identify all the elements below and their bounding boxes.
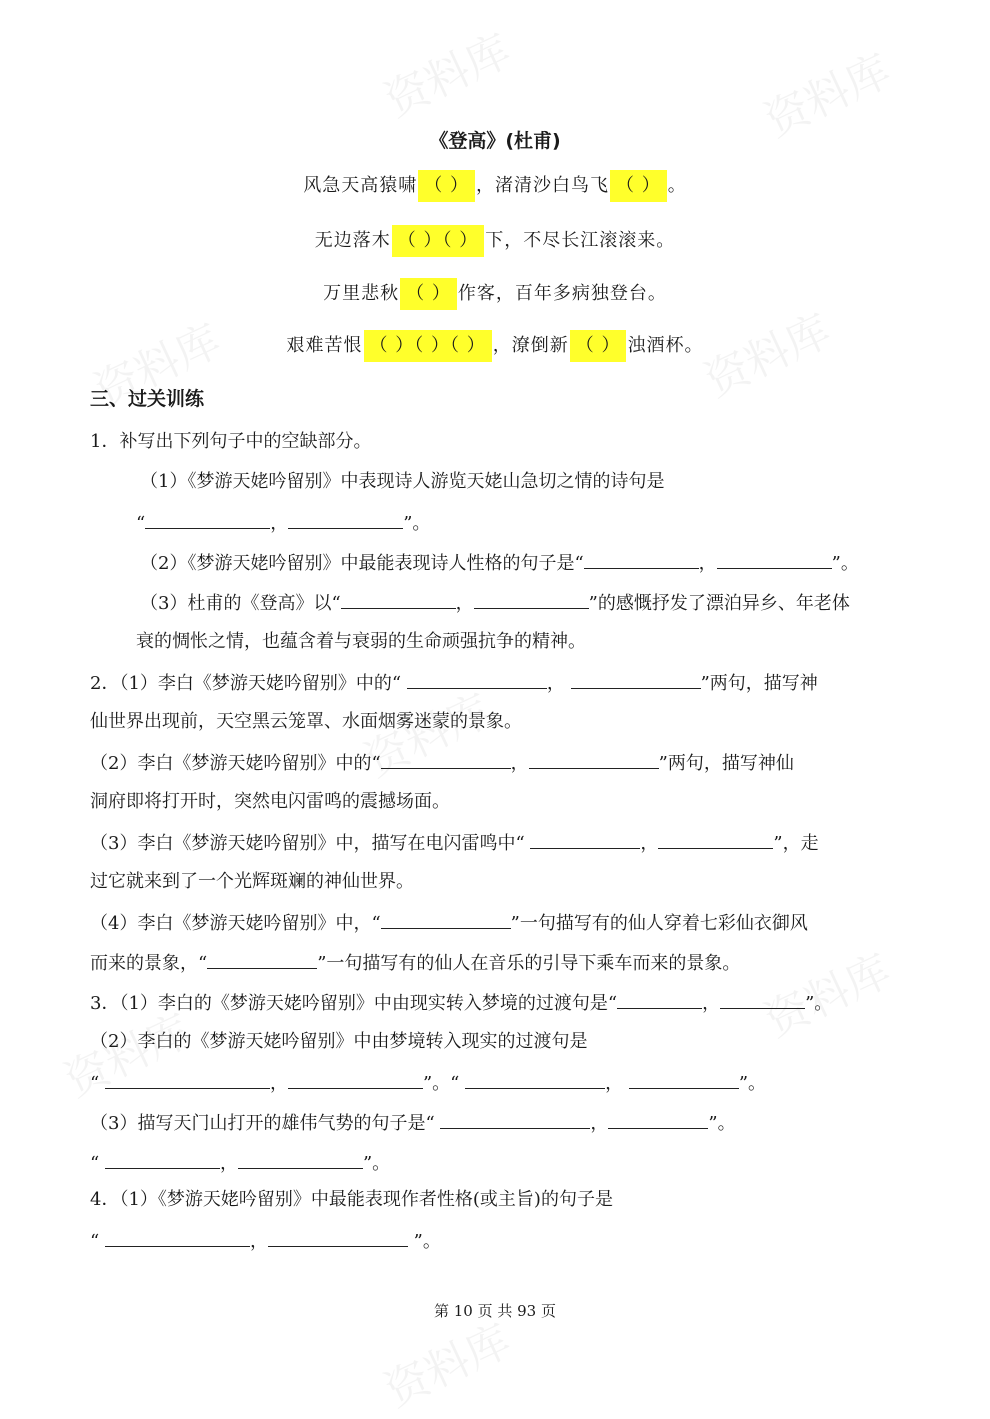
answer-blank[interactable]	[105, 1150, 220, 1169]
question-text: ”，走	[773, 833, 819, 854]
answer-blank[interactable]	[608, 1110, 708, 1129]
q2-part2-cont: 洞府即将打开时，突然电闪雷鸣的震撼场面。	[90, 791, 450, 812]
q3-part2: （2）李白的《梦游天姥吟留别》中由梦境转入现实的过渡句是	[90, 1031, 588, 1052]
question-text: （3）李白《梦游天姥吟留别》中，描写在电闪雷鸣中“	[90, 833, 525, 854]
question-text: （2）《梦游天姥吟留别》中最能表现诗人性格的句子是“	[140, 553, 584, 574]
question-text: ”两句，描写神仙	[658, 753, 794, 774]
answer-blank[interactable]	[617, 990, 702, 1009]
answer-blank[interactable]	[381, 750, 511, 769]
q2-part4-cont	[90, 950, 740, 976]
poem-text: 艰难苦恨	[286, 335, 363, 356]
poem-blank-highlight: （ ）	[400, 278, 457, 310]
comma: ，	[640, 833, 659, 854]
poem-line-4	[0, 330, 990, 362]
poem-text: 风急天高猿啸	[303, 175, 418, 196]
comma: ，	[510, 753, 529, 774]
poem-text: 万里悲秋	[323, 283, 400, 304]
answer-blank[interactable]	[465, 1070, 605, 1089]
poem-blank-highlight: （ ）（ ）（ ）	[364, 330, 492, 362]
q2-part4	[90, 910, 808, 936]
question-text: ”一句描写有的仙人在音乐的引导下乘车而来的景象。	[317, 953, 741, 974]
answer-blank[interactable]	[381, 910, 511, 929]
answer-blank[interactable]	[407, 670, 547, 689]
comma: ，	[249, 1231, 268, 1252]
poem-text: ，潦倒新	[492, 335, 569, 356]
poem-blank-highlight: （ ）	[570, 330, 627, 362]
q4-part1-answer	[90, 1228, 441, 1254]
answer-blank[interactable]	[288, 510, 403, 529]
poem-blank-highlight: （ ）	[418, 170, 475, 202]
quote-mark: ”。	[413, 1231, 441, 1252]
poem-blank-highlight: （ ）（ ）	[392, 225, 484, 257]
answer-blank[interactable]	[629, 1070, 739, 1089]
answer-blank[interactable]	[658, 830, 773, 849]
comma: ，	[455, 593, 474, 614]
question-text: （2）李白《梦游天姥吟留别》中的“	[90, 753, 381, 774]
answer-blank[interactable]	[720, 990, 805, 1009]
comma: ，	[590, 1113, 609, 1134]
quote-mark: ”。	[403, 513, 431, 534]
poem-line-2	[0, 225, 990, 257]
quote-mark: ”。“	[422, 1073, 460, 1094]
q3-part3-answer	[90, 1150, 390, 1176]
question-text: （4）李白《梦游天姥吟留别》中，“	[90, 913, 381, 934]
q2-part2	[90, 750, 794, 776]
answer-blank[interactable]	[717, 550, 832, 569]
question-text: 3．（1）李白的《梦游天姥吟留别》中由现实转入梦境的过渡句是“	[90, 993, 618, 1014]
poem-text: 下，不尽长江滚滚来。	[485, 230, 676, 251]
answer-blank[interactable]	[474, 590, 589, 609]
comma: ，	[702, 993, 721, 1014]
comma: ，	[270, 513, 289, 534]
answer-blank[interactable]	[268, 1228, 408, 1247]
question-text: ”一句描写有的仙人穿着七彩仙衣御风	[510, 913, 808, 934]
comma: ，	[269, 1073, 288, 1094]
comma: ，	[605, 1073, 624, 1094]
poem-text: 作客，百年多病独登台。	[457, 283, 667, 304]
question-text: （3）描写天门山打开的雄伟气势的句子是“	[90, 1113, 435, 1134]
q3-part1	[90, 990, 832, 1016]
q2-part1-cont: 仙世界出现前，天空黑云笼罩、水面烟雾迷蒙的景象。	[90, 711, 522, 732]
q2-part1	[90, 670, 818, 696]
quote-mark: “	[90, 1231, 100, 1252]
question-text: 而来的景象，“	[90, 953, 208, 974]
q2-part3-cont: 过它就来到了一个光辉斑斓的神仙世界。	[90, 871, 414, 892]
answer-blank[interactable]	[288, 1070, 423, 1089]
question-text: 2．（1）李白《梦游天姥吟留别》中的“	[90, 673, 402, 694]
poem-line-3	[0, 278, 990, 310]
quote-mark: “	[90, 1153, 100, 1174]
quote-mark: ”。	[738, 1073, 767, 1094]
answer-blank[interactable]	[105, 1070, 270, 1089]
q1-part2	[140, 550, 859, 576]
question-text: ”两句，描写神	[700, 673, 818, 694]
answer-blank[interactable]	[530, 830, 640, 849]
q1-stem: 1．补写出下列句子中的空缺部分。	[90, 431, 372, 452]
q3-part3	[90, 1110, 736, 1136]
answer-blank[interactable]	[584, 550, 699, 569]
answer-blank[interactable]	[207, 950, 317, 969]
quote-mark: “	[136, 513, 146, 534]
watermark	[373, 1305, 520, 1419]
poem-title: 《登高》(杜甫)	[429, 130, 561, 152]
poem-text: 。	[667, 175, 687, 196]
poem-text: ，渚清沙白鸟飞	[476, 175, 609, 196]
q1-part1: （1）《梦游天姥吟留别》中表现诗人游览天姥山急切之情的诗句是	[140, 471, 665, 492]
q1-part3-cont: 衰的惆怅之情，也蕴含着与衰弱的生命顽强抗争的精神。	[136, 631, 586, 652]
comma: ，	[546, 673, 565, 694]
poem-text: 无边落木	[314, 230, 391, 251]
q1-part1-answer	[136, 510, 430, 536]
answer-blank[interactable]	[341, 590, 456, 609]
poem-text: 浊酒杯。	[627, 335, 704, 356]
answer-blank[interactable]	[105, 1228, 250, 1247]
question-text: ”的感慨抒发了漂泊异乡、年老体	[588, 593, 850, 614]
q4-part1: 4．（1）《梦游天姥吟留别》中最能表现作者性格(或主旨)的句子是	[90, 1189, 613, 1210]
quote-mark: ”。	[831, 553, 859, 574]
q1-part3	[140, 590, 850, 616]
answer-blank[interactable]	[238, 1150, 363, 1169]
answer-blank[interactable]	[145, 510, 270, 529]
answer-blank[interactable]	[529, 750, 659, 769]
q2-part3	[90, 830, 819, 856]
comma: ，	[698, 553, 717, 574]
question-text: （3）杜甫的《登高》以“	[140, 593, 341, 614]
page-footer: 第 10 页 共 93 页	[433, 1302, 556, 1320]
quote-mark: ”。	[805, 993, 833, 1014]
poem-line-1	[0, 170, 990, 202]
answer-blank[interactable]	[440, 1110, 590, 1129]
quote-mark: ”。	[362, 1153, 391, 1174]
answer-blank[interactable]	[571, 670, 701, 689]
watermark	[373, 15, 520, 129]
quote-mark: ”。	[708, 1113, 736, 1134]
section-heading: 三、过关训练	[90, 388, 205, 410]
q3-part2-answer	[90, 1070, 766, 1096]
poem-blank-highlight: （ ）	[610, 170, 667, 202]
comma: ，	[219, 1153, 238, 1174]
quote-mark: “	[90, 1073, 100, 1094]
